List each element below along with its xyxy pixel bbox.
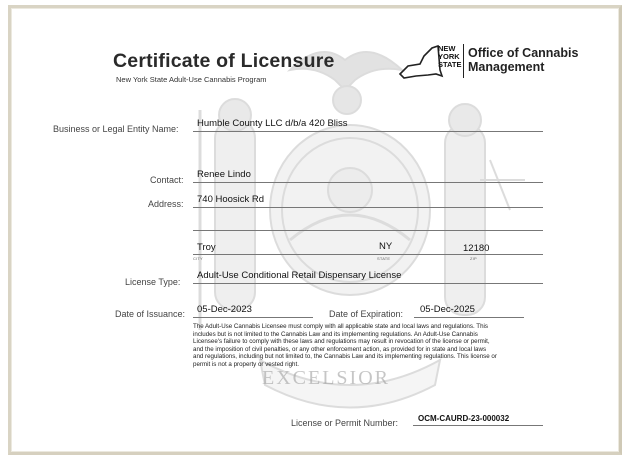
city-state-zip-line: [193, 254, 543, 255]
license-type-line: [193, 283, 543, 284]
contact-label: Contact:: [150, 175, 184, 185]
address-label: Address:: [148, 199, 184, 209]
seal-motto: EXCELSIOR: [262, 367, 390, 389]
license-type-value: Adult-Use Conditional Retail Dispensary License: [197, 270, 402, 281]
city-caption: CITY: [193, 256, 203, 261]
state-value: NY: [379, 241, 393, 252]
program-subtitle: New York State Adult-Use Cannabis Program: [116, 75, 267, 84]
license-type-label: License Type:: [125, 277, 181, 287]
issuance-date-line: [193, 317, 313, 318]
address-line-1: [193, 207, 543, 208]
expiration-date-line: [414, 317, 524, 318]
zip-value: 12180: [463, 243, 490, 254]
new-york-state-wordmark: NEW YORK STATE: [438, 44, 462, 69]
compliance-notice: The Adult-Use Cannabis Licensee must comply with all applicable state and local laws and regulations. This includes but is not limited to the Cannabis Law and its implementing regulations. An Adult-Use Cannabis Licensee's failure to comply with these laws and regulations may result in revocation of the license or permit, and the imposition of civil penalties, or any other enforcement action, as provided for in state and local laws and regulations, including but not limited to, the Cannabis Law and its implementing regulations. This license or permit is not a property or vested right.: [193, 323, 497, 368]
address-value: 740 Hoosick Rd: [197, 194, 265, 205]
permit-number-label: License or Permit Number:: [291, 418, 399, 428]
expiration-date-label: Date of Expiration:: [329, 309, 404, 319]
logo-divider: [463, 44, 464, 78]
address-line-2: [193, 230, 543, 231]
state-caption: STATE: [377, 256, 391, 261]
contact-value: Renee Lindo: [197, 169, 251, 180]
business-name-line: [193, 131, 543, 132]
issuance-date-label: Date of Issuance:: [115, 309, 186, 319]
zip-caption: ZIP: [470, 256, 477, 261]
business-name-value: Humble County LLC d/b/a 420 Bliss: [197, 118, 348, 129]
permit-number-line: [413, 425, 543, 426]
contact-line: [193, 182, 543, 183]
agency-name: Office of Cannabis Management: [468, 46, 579, 74]
business-name-label: Business or Legal Entity Name:: [53, 124, 179, 134]
city-value: Troy: [197, 242, 216, 253]
expiration-date-value: 05-Dec-2025: [420, 304, 475, 315]
permit-number-value: OCM-CAURD-23-000032: [418, 414, 510, 423]
issuance-date-value: 05-Dec-2023: [197, 304, 252, 315]
certificate-title: Certificate of Licensure: [113, 50, 335, 72]
